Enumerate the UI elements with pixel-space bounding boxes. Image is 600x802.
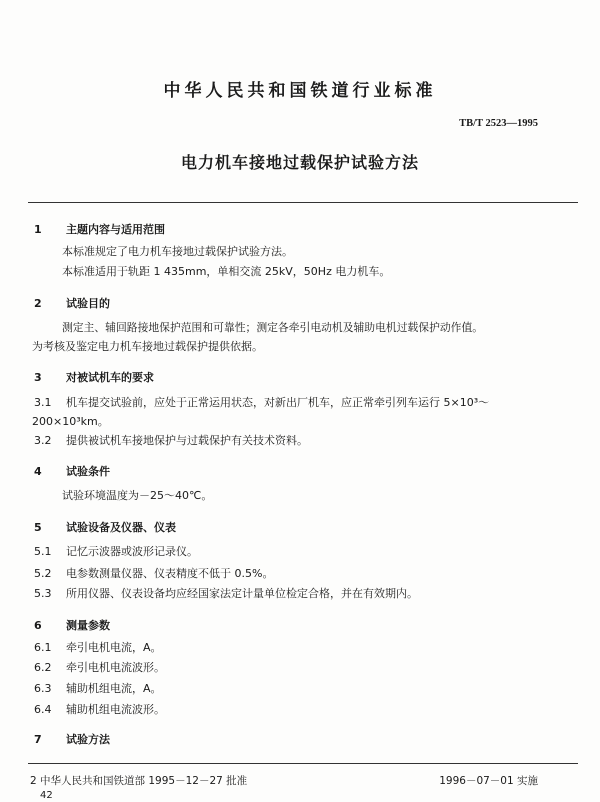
section-1-heading: 1 主题内容与适用范围 xyxy=(34,223,165,236)
footer-divider xyxy=(28,763,578,764)
section-2-line-1: 测定主、辅回路接地保护范围和可靠性；测定各牵引电动机及辅助电机过载保护动作值。 xyxy=(62,321,484,334)
item-5-2: 5.2 电参数测量仪器、仪表精度不低于 0.5%。 xyxy=(34,567,274,580)
standard-org-header: 中华人民共和国铁道行业标准 xyxy=(163,81,437,101)
item-3-1: 3.1 机车提交试验前，应处于正常运用状态，对新出厂机车，应正常牵引列车运行 5×10³～ xyxy=(34,396,490,409)
item-5-3: 5.3 所用仪器、仪表设备均应经国家法定计量单位检定合格，并在有效期内。 xyxy=(34,587,418,600)
standard-code: TB/T 2523—1995 xyxy=(459,118,538,129)
section-1-para-1: 本标准规定了电力机车接地过载保护试验方法。 xyxy=(62,245,293,258)
item-6-1: 6.1 牵引电机电流，A。 xyxy=(34,641,162,654)
item-3-1-continued: 200×10³km。 xyxy=(32,415,109,428)
item-3-2: 3.2 提供被试机车接地保护与过载保护有关技术资料。 xyxy=(34,434,308,447)
page-number: 42 xyxy=(40,790,53,801)
document-title: 电力机车接地过载保护试验方法 xyxy=(180,153,419,172)
section-1-para-2: 本标准适用于轨距 1 435mm，单相交流 25kV，50Hz 电力机车。 xyxy=(62,265,391,278)
item-6-4: 6.4 辅助机组电流波形。 xyxy=(34,703,165,716)
section-4-para: 试验环境温度为－25～40℃。 xyxy=(62,489,213,502)
section-2-line-2: 为考核及鉴定电力机车接地过载保护提供依据。 xyxy=(32,340,263,353)
item-6-3: 6.3 辅助机组电流，A。 xyxy=(34,682,162,695)
effective-date: 1996－07－01 实施 xyxy=(439,775,538,787)
section-4-heading: 4 试验条件 xyxy=(34,465,110,478)
item-6-2: 6.2 牵引电机电流波形。 xyxy=(34,661,165,674)
approval-note: 2 中华人民共和国铁道部 1995－12－27 批准 xyxy=(30,775,248,787)
section-7-heading: 7 试验方法 xyxy=(34,733,110,746)
section-2-heading: 2 试验目的 xyxy=(34,297,110,310)
section-3-heading: 3 对被试机车的要求 xyxy=(34,371,154,384)
section-5-heading: 5 试验设备及仪器、仪表 xyxy=(34,521,176,534)
title-divider xyxy=(28,202,578,203)
section-6-heading: 6 测量参数 xyxy=(34,619,110,632)
item-5-1: 5.1 记忆示波器或波形记录仪。 xyxy=(34,545,198,558)
